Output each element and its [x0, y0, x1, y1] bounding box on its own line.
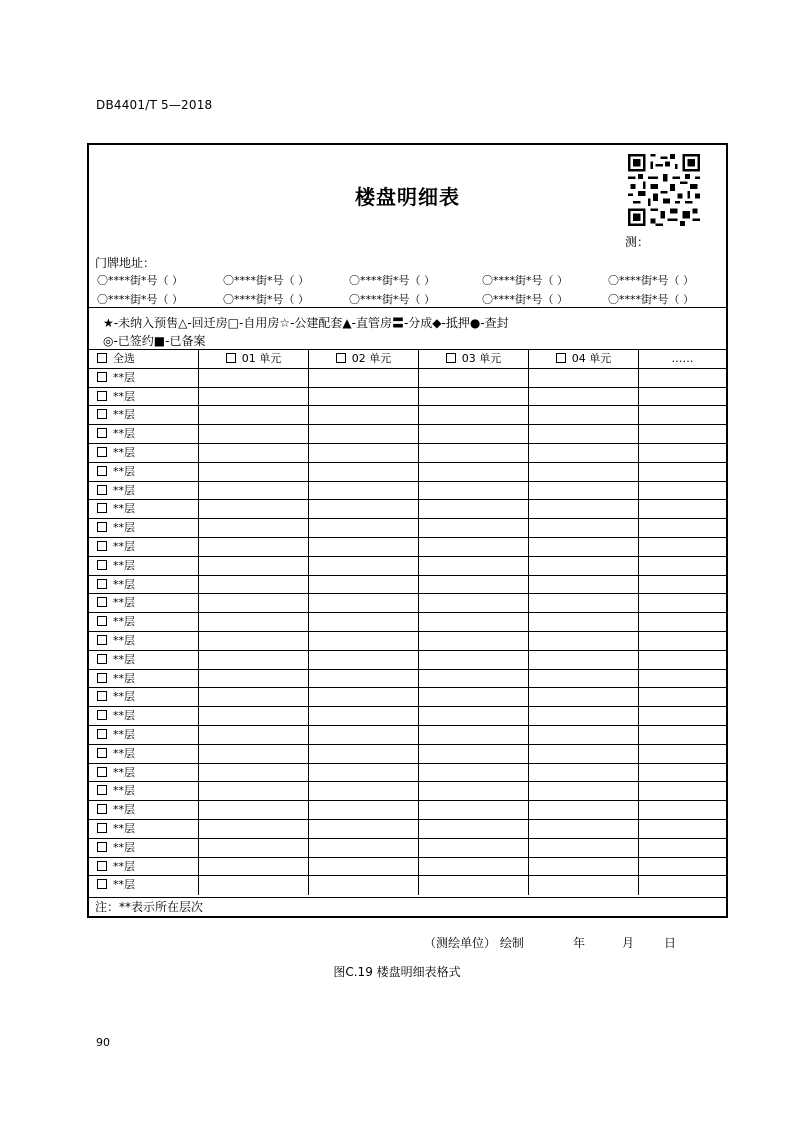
- floor-label: **层: [113, 765, 135, 779]
- unit-cell[interactable]: [198, 745, 308, 764]
- floor-cell: [89, 726, 198, 745]
- form-frame: [87, 143, 728, 918]
- unit-checkbox[interactable]: [336, 353, 346, 363]
- unit-cell[interactable]: [418, 839, 528, 858]
- table-row: [89, 725, 726, 745]
- floor-checkbox[interactable]: [97, 842, 107, 852]
- unit-cell[interactable]: [528, 463, 638, 482]
- unit-cell[interactable]: [418, 858, 528, 877]
- unit-cell[interactable]: [308, 858, 418, 877]
- unit-cell[interactable]: [638, 388, 726, 407]
- unit-cell[interactable]: [308, 425, 418, 444]
- unit-cell[interactable]: [638, 519, 726, 538]
- unit-cell[interactable]: [638, 613, 726, 632]
- unit-cell[interactable]: [198, 463, 308, 482]
- address-item[interactable]: 〇****街*号（ ）: [349, 274, 435, 287]
- unit-cell[interactable]: [198, 594, 308, 613]
- unit-cell[interactable]: [638, 576, 726, 595]
- unit-cell[interactable]: [528, 858, 638, 877]
- unit-cell[interactable]: [638, 500, 726, 519]
- table-note: 注：**表示所在层次: [89, 897, 726, 916]
- floor-label: **层: [113, 690, 135, 704]
- unit-cell[interactable]: [528, 839, 638, 858]
- unit-cell[interactable]: [528, 482, 638, 501]
- day-label: 日: [664, 936, 677, 950]
- unit-cell[interactable]: [198, 707, 308, 726]
- unit-cell[interactable]: [198, 858, 308, 877]
- unit-cell[interactable]: [638, 369, 726, 388]
- unit-cell[interactable]: [638, 782, 726, 801]
- unit-cell[interactable]: [198, 670, 308, 689]
- unit-cell[interactable]: [528, 538, 638, 557]
- figure-caption: 图C.19 楼盘明细表格式: [333, 965, 461, 979]
- unit-column-header: 01 单元: [241, 352, 282, 365]
- floor-cell: [89, 839, 198, 858]
- unit-cell[interactable]: [528, 613, 638, 632]
- floor-cell: [89, 557, 198, 576]
- unit-cell[interactable]: [528, 388, 638, 407]
- unit-cell[interactable]: [528, 651, 638, 670]
- unit-cell[interactable]: [418, 406, 528, 425]
- unit-cell[interactable]: [528, 500, 638, 519]
- unit-cell[interactable]: [528, 444, 638, 463]
- unit-cell[interactable]: [198, 557, 308, 576]
- unit-cell[interactable]: [198, 764, 308, 783]
- unit-cell[interactable]: [418, 369, 528, 388]
- floor-label: **层: [113, 746, 135, 760]
- unit-cell[interactable]: [638, 726, 726, 745]
- table-row: [89, 687, 726, 707]
- unit-cell[interactable]: [308, 463, 418, 482]
- unit-checkbox[interactable]: [226, 353, 236, 363]
- floor-cell: [89, 801, 198, 820]
- unit-cell[interactable]: [308, 576, 418, 595]
- floor-label: **层: [113, 389, 135, 403]
- floor-label: **层: [113, 558, 135, 572]
- floor-cell: [89, 745, 198, 764]
- floor-checkbox[interactable]: [97, 428, 107, 438]
- table-row: [89, 612, 726, 632]
- unit-cell[interactable]: [198, 388, 308, 407]
- unit-cell[interactable]: [198, 500, 308, 519]
- unit-cell[interactable]: [638, 406, 726, 425]
- address-item[interactable]: 〇****街*号（ ）: [482, 293, 568, 306]
- floor-label: **层: [113, 464, 135, 478]
- unit-cell[interactable]: [638, 482, 726, 501]
- address-item[interactable]: 〇****街*号（ ）: [608, 293, 694, 306]
- unit-cell[interactable]: [638, 839, 726, 858]
- unit-cell[interactable]: [638, 876, 726, 895]
- unit-cell[interactable]: [308, 482, 418, 501]
- floor-cell: [89, 632, 198, 651]
- table-row: [89, 481, 726, 501]
- unit-cell[interactable]: [638, 557, 726, 576]
- unit-cell[interactable]: [528, 594, 638, 613]
- floor-cell: [89, 764, 198, 783]
- drawn-by-label: （测绘单位） 绘制: [424, 936, 524, 950]
- table-row: [89, 518, 726, 538]
- select-all-label: 全选: [113, 352, 135, 365]
- unit-cell[interactable]: [308, 538, 418, 557]
- unit-cell[interactable]: [308, 839, 418, 858]
- floor-checkbox[interactable]: [97, 879, 107, 889]
- floor-cell: [89, 858, 198, 877]
- table-row: [89, 537, 726, 557]
- unit-cell[interactable]: [198, 876, 308, 895]
- unit-cell[interactable]: [638, 670, 726, 689]
- floor-checkbox[interactable]: [97, 372, 107, 382]
- unit-cell[interactable]: [528, 519, 638, 538]
- unit-cell[interactable]: [418, 651, 528, 670]
- table-row: [89, 631, 726, 651]
- floor-cell: [89, 576, 198, 595]
- unit-cell[interactable]: [418, 557, 528, 576]
- unit-cell[interactable]: [418, 670, 528, 689]
- floor-checkbox[interactable]: [97, 466, 107, 476]
- floor-label: **层: [113, 446, 135, 459]
- floor-checkbox[interactable]: [97, 635, 107, 645]
- unit-cell[interactable]: [308, 444, 418, 463]
- floor-checkbox[interactable]: [97, 767, 107, 777]
- floor-checkbox[interactable]: [97, 748, 107, 758]
- unit-cell[interactable]: [418, 576, 528, 595]
- floor-checkbox[interactable]: [97, 785, 107, 795]
- unit-cell[interactable]: [198, 688, 308, 707]
- unit-column-header: 04 单元: [571, 352, 612, 365]
- unit-cell[interactable]: [308, 519, 418, 538]
- unit-cell[interactable]: [198, 425, 308, 444]
- table-row: [89, 800, 726, 820]
- floor-cell: [89, 538, 198, 557]
- floor-cell: [89, 651, 198, 670]
- table-row: [89, 706, 726, 726]
- unit-cell[interactable]: [418, 707, 528, 726]
- floor-label: **层: [113, 803, 135, 817]
- floor-checkbox[interactable]: [97, 541, 107, 551]
- address-item[interactable]: 〇****街*号（ ）: [97, 293, 183, 306]
- unit-cell[interactable]: [418, 519, 528, 538]
- header-cell: [198, 350, 308, 369]
- unit-cell[interactable]: [418, 482, 528, 501]
- table-row: [89, 781, 726, 801]
- unit-cell[interactable]: [198, 482, 308, 501]
- floor-label: **层: [113, 859, 135, 873]
- legend: [89, 307, 726, 348]
- unit-cell[interactable]: [198, 801, 308, 820]
- floor-cell: [89, 500, 198, 519]
- unit-cell[interactable]: [418, 782, 528, 801]
- floor-cell: [89, 369, 198, 388]
- unit-cell[interactable]: [528, 425, 638, 444]
- floor-label: **层: [113, 596, 135, 610]
- unit-cell[interactable]: [638, 594, 726, 613]
- unit-cell[interactable]: [418, 444, 528, 463]
- unit-cell[interactable]: [528, 764, 638, 783]
- unit-cell[interactable]: [308, 670, 418, 689]
- legend-line-2: ◎-已签约■-已备案: [103, 334, 206, 348]
- floor-checkbox[interactable]: [97, 729, 107, 739]
- table-row: [89, 368, 726, 388]
- unit-cell[interactable]: [198, 726, 308, 745]
- table-row: [89, 650, 726, 670]
- floor-cell: [89, 820, 198, 839]
- select-all-checkbox[interactable]: [97, 353, 107, 363]
- floor-label: **层: [113, 840, 135, 854]
- unit-cell[interactable]: [528, 801, 638, 820]
- form-title: 楼盘明细表: [355, 185, 460, 209]
- floor-label: **层: [113, 521, 135, 535]
- floor-label: **层: [113, 671, 135, 685]
- unit-cell[interactable]: [528, 576, 638, 595]
- floor-cell: [89, 519, 198, 538]
- unit-cell[interactable]: [418, 764, 528, 783]
- legend-line-1: ★-未纳入预售△-回迁房□-自用房☆-公建配套▲-直管房〓-分成◆-抵押●-查封: [103, 316, 509, 330]
- floor-checkbox[interactable]: [97, 485, 107, 495]
- table-row: [89, 669, 726, 689]
- floor-checkbox[interactable]: [97, 579, 107, 589]
- unit-cell[interactable]: [198, 444, 308, 463]
- unit-cell[interactable]: [638, 651, 726, 670]
- table-row: [89, 387, 726, 407]
- unit-cell[interactable]: [198, 782, 308, 801]
- unit-cell[interactable]: [638, 801, 726, 820]
- floor-cell: [89, 406, 198, 425]
- unit-cell[interactable]: [528, 406, 638, 425]
- floor-label: **层: [113, 822, 135, 835]
- unit-cell[interactable]: [528, 782, 638, 801]
- floor-label: **层: [113, 634, 135, 647]
- unit-cell[interactable]: [198, 576, 308, 595]
- unit-column-header: 02 单元: [351, 352, 392, 365]
- floor-cell: [89, 388, 198, 407]
- table-row: [89, 575, 726, 595]
- floor-checkbox[interactable]: [97, 861, 107, 871]
- unit-cell[interactable]: [198, 406, 308, 425]
- floor-label: **层: [113, 483, 135, 497]
- unit-cell[interactable]: [638, 444, 726, 463]
- unit-cell[interactable]: [418, 745, 528, 764]
- unit-cell[interactable]: [528, 820, 638, 839]
- table-header-row: [89, 349, 726, 369]
- unit-cell[interactable]: [418, 425, 528, 444]
- page-number: 90: [96, 1036, 110, 1049]
- address-item[interactable]: 〇****街*号（ ）: [482, 274, 568, 287]
- floor-cell: [89, 613, 198, 632]
- floor-checkbox[interactable]: [97, 823, 107, 833]
- unit-cell[interactable]: [308, 557, 418, 576]
- unit-cell[interactable]: [528, 369, 638, 388]
- unit-cell[interactable]: [198, 632, 308, 651]
- address-item[interactable]: 〇****街*号（ ）: [223, 293, 309, 306]
- unit-cell[interactable]: [198, 369, 308, 388]
- unit-cell[interactable]: [638, 820, 726, 839]
- qr-code-icon: [628, 154, 700, 226]
- floor-checkbox[interactable]: [97, 503, 107, 513]
- header-cell: [418, 350, 528, 369]
- unit-cell[interactable]: [418, 801, 528, 820]
- floor-cell: [89, 688, 198, 707]
- unit-cell[interactable]: [528, 632, 638, 651]
- unit-cell[interactable]: [638, 463, 726, 482]
- floor-checkbox[interactable]: [97, 522, 107, 532]
- unit-cell[interactable]: [418, 463, 528, 482]
- unit-cell[interactable]: [418, 594, 528, 613]
- address-item[interactable]: 〇****街*号（ ）: [223, 274, 309, 287]
- unit-cell[interactable]: [418, 388, 528, 407]
- floor-label: **层: [113, 878, 135, 892]
- floor-label: **层: [113, 784, 135, 798]
- floor-checkbox[interactable]: [97, 654, 107, 664]
- table-row: [89, 875, 726, 895]
- table-row: [89, 405, 726, 425]
- floor-cell: [89, 482, 198, 501]
- floor-checkbox[interactable]: [97, 447, 107, 457]
- floor-cell: [89, 670, 198, 689]
- floor-label: **层: [113, 502, 135, 516]
- unit-cell[interactable]: [638, 745, 726, 764]
- unit-cell[interactable]: [308, 876, 418, 895]
- unit-cell[interactable]: [418, 820, 528, 839]
- unit-checkbox[interactable]: [556, 353, 566, 363]
- table-row: [89, 443, 726, 463]
- unit-cell[interactable]: [308, 745, 418, 764]
- unit-cell[interactable]: [528, 726, 638, 745]
- floor-checkbox[interactable]: [97, 391, 107, 401]
- table-row: [89, 838, 726, 858]
- address-label: 门牌地址：: [95, 256, 156, 270]
- header-cell: [89, 350, 198, 369]
- unit-cell[interactable]: [308, 688, 418, 707]
- unit-cell[interactable]: [308, 500, 418, 519]
- unit-cell[interactable]: [418, 538, 528, 557]
- unit-column-header: 03 单元: [461, 352, 502, 365]
- header-cell: [528, 350, 638, 369]
- unit-cell[interactable]: [528, 876, 638, 895]
- address-item[interactable]: 〇****街*号（ ）: [608, 274, 694, 287]
- unit-cell[interactable]: [418, 726, 528, 745]
- unit-cell[interactable]: [638, 632, 726, 651]
- unit-cell[interactable]: [418, 613, 528, 632]
- unit-cell[interactable]: [308, 613, 418, 632]
- floor-label: **层: [113, 427, 135, 441]
- unit-cell[interactable]: [198, 820, 308, 839]
- floor-label: **层: [113, 709, 135, 723]
- floor-label: **层: [113, 540, 135, 553]
- unit-cell[interactable]: [198, 519, 308, 538]
- table-row: [89, 819, 726, 839]
- floor-checkbox[interactable]: [97, 409, 107, 419]
- floor-label: **层: [113, 408, 135, 422]
- table-row: [89, 462, 726, 482]
- address-item[interactable]: 〇****街*号（ ）: [97, 274, 183, 287]
- unit-cell[interactable]: [198, 613, 308, 632]
- unit-cell[interactable]: [308, 764, 418, 783]
- year-label: 年: [573, 936, 586, 950]
- table-row: [89, 499, 726, 519]
- unit-cell[interactable]: [638, 425, 726, 444]
- floor-cell: [89, 707, 198, 726]
- unit-cell[interactable]: [638, 538, 726, 557]
- unit-cell[interactable]: [528, 557, 638, 576]
- floor-checkbox[interactable]: [97, 673, 107, 683]
- floor-checkbox[interactable]: [97, 616, 107, 626]
- floor-label: **层: [113, 615, 135, 629]
- floor-checkbox[interactable]: [97, 691, 107, 701]
- unit-checkbox[interactable]: [446, 353, 456, 363]
- unit-cell[interactable]: [638, 688, 726, 707]
- unit-cell[interactable]: [308, 632, 418, 651]
- floor-checkbox[interactable]: [97, 560, 107, 570]
- address-item[interactable]: 〇****街*号（ ）: [349, 293, 435, 306]
- unit-cell[interactable]: [528, 707, 638, 726]
- unit-cell[interactable]: [418, 632, 528, 651]
- unit-cell[interactable]: [308, 406, 418, 425]
- table-row: [89, 744, 726, 764]
- floor-checkbox[interactable]: [97, 597, 107, 607]
- table-row: [89, 763, 726, 783]
- unit-cell[interactable]: [308, 388, 418, 407]
- unit-cell[interactable]: [308, 707, 418, 726]
- unit-cell[interactable]: [308, 594, 418, 613]
- floor-label: **层: [113, 728, 135, 741]
- unit-cell[interactable]: [528, 745, 638, 764]
- table-row: [89, 424, 726, 444]
- floor-label: **层: [113, 652, 135, 666]
- unit-cell[interactable]: [198, 538, 308, 557]
- unit-cell[interactable]: [418, 876, 528, 895]
- floor-cell: [89, 782, 198, 801]
- table-row: [89, 556, 726, 576]
- unit-cell[interactable]: [528, 670, 638, 689]
- table-row: [89, 857, 726, 877]
- floor-cell: [89, 425, 198, 444]
- unit-cell[interactable]: [308, 820, 418, 839]
- month-label: 月: [622, 936, 635, 950]
- unit-cell[interactable]: [308, 369, 418, 388]
- unit-cell[interactable]: [638, 707, 726, 726]
- unit-cell[interactable]: [528, 688, 638, 707]
- unit-cell[interactable]: [418, 500, 528, 519]
- floor-checkbox[interactable]: [97, 710, 107, 720]
- floor-cell: [89, 876, 198, 895]
- document-id: DB4401/T 5—2018: [96, 98, 213, 112]
- floor-cell: [89, 444, 198, 463]
- floor-label: **层: [113, 577, 135, 591]
- unit-cell[interactable]: [308, 782, 418, 801]
- unit-cell[interactable]: [308, 726, 418, 745]
- unit-cell[interactable]: [418, 688, 528, 707]
- floor-cell: [89, 594, 198, 613]
- survey-label: 测：: [625, 235, 650, 249]
- header-cell: [308, 350, 418, 369]
- unit-cell[interactable]: [638, 764, 726, 783]
- unit-cell[interactable]: [308, 801, 418, 820]
- unit-cell[interactable]: [638, 858, 726, 877]
- unit-cell[interactable]: [308, 651, 418, 670]
- header-cell: [638, 350, 726, 369]
- unit-cell[interactable]: [198, 651, 308, 670]
- unit-cell[interactable]: [198, 839, 308, 858]
- table-row: [89, 593, 726, 613]
- unit-column-header: ……: [671, 352, 694, 365]
- floor-cell: [89, 463, 198, 482]
- floor-checkbox[interactable]: [97, 804, 107, 814]
- floor-label: **层: [113, 370, 135, 384]
